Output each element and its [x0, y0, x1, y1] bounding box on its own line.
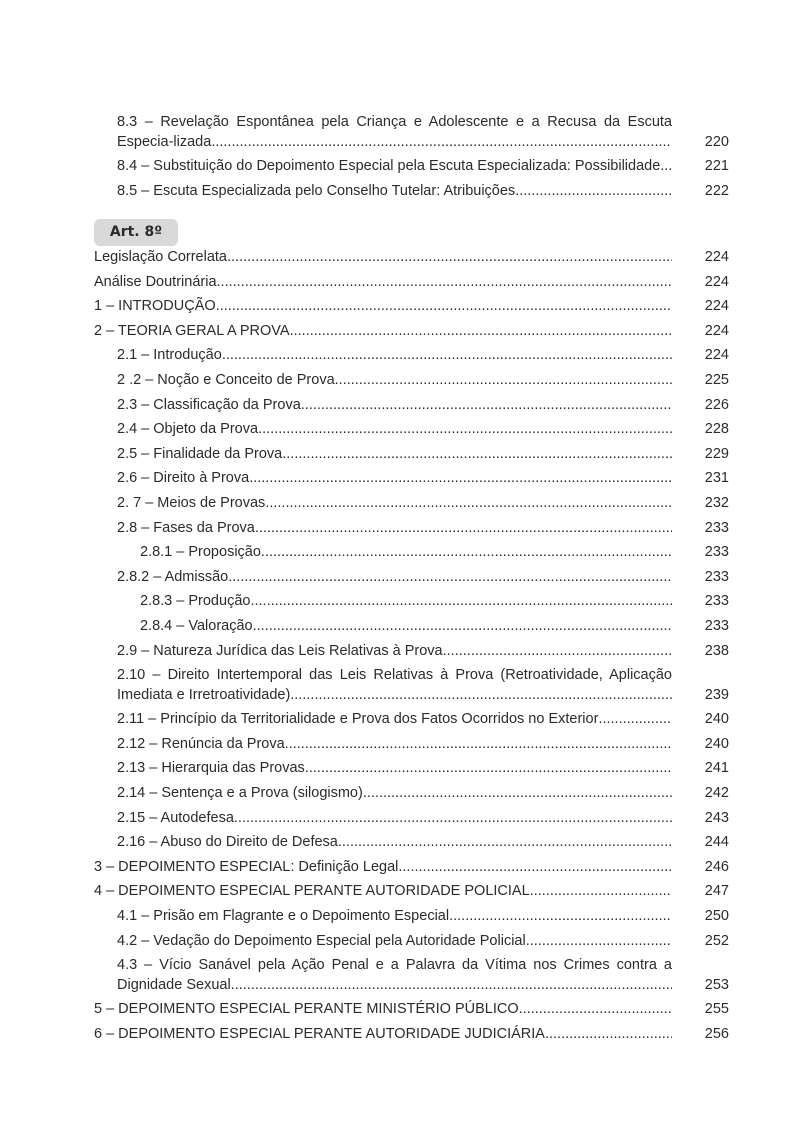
toc-entry-title: 2.1 – Introdução .....: [117, 346, 672, 366]
toc-entry-page-number: 243: [704, 809, 729, 826]
toc-entry-page-number: 233: [704, 593, 729, 610]
toc-entry[interactable]: [0, 784, 800, 804]
toc-entry-title: 8.3 – Revelação Espontânea pela Criança e Adolescente e a Recusa da Escuta Especia-lizada .....: [117, 113, 672, 152]
toc-entry-title: 4.3 – Vício Sanável pela Ação Penal e a Palavra da Vítima nos Crimes contra a Dignidade Sexual .....: [117, 956, 672, 995]
toc-entry-page-number: 246: [704, 858, 729, 875]
toc-entry[interactable]: [0, 519, 800, 539]
toc-entry-title: 2.6 – Direito à Prova .....: [117, 469, 672, 489]
toc-entry[interactable]: [0, 568, 800, 588]
toc-entry-page-number: 226: [704, 396, 729, 413]
toc-entry-page-number: 252: [704, 932, 729, 949]
toc-entry[interactable]: [0, 833, 800, 853]
toc-entry[interactable]: [0, 642, 800, 662]
toc-entry-page-number: 229: [704, 445, 729, 462]
toc-entry-title: 2.14 – Sentença e a Prova (silogismo) .....: [117, 784, 672, 804]
toc-entry-title: 2.9 – Natureza Jurídica das Leis Relativas à Prova .....: [117, 642, 672, 662]
toc-entry[interactable]: [0, 1000, 800, 1020]
toc-entry[interactable]: [0, 592, 800, 612]
toc-entry[interactable]: [0, 735, 800, 755]
toc-entry-page-number: 233: [704, 519, 729, 536]
toc-entry-page-number: 224: [704, 273, 729, 290]
toc-entry[interactable]: [0, 248, 800, 268]
toc-entry-page-number: 233: [704, 617, 729, 634]
toc-entry[interactable]: [0, 297, 800, 317]
toc-entry-title: 2.8.2 – Admissão .....: [117, 568, 672, 588]
toc-entry-title: 2.8.3 – Produção .....: [140, 592, 672, 612]
toc-entry[interactable]: [0, 1025, 800, 1045]
toc-entry-page-number: 240: [704, 711, 729, 728]
toc-entry[interactable]: [0, 809, 800, 829]
toc-entry-page-number: 232: [704, 494, 729, 511]
toc-entry-page-number: 244: [704, 834, 729, 851]
toc-entry[interactable]: [0, 858, 800, 878]
toc-entry-title: 6 – DEPOIMENTO ESPECIAL PERANTE AUTORIDADE JUDICIÁRIA .....: [94, 1025, 672, 1045]
toc-entry-title: 2.3 – Classificação da Prova .....: [117, 396, 672, 416]
toc-entry-page-number: 224: [704, 249, 729, 265]
toc-entry-title: 1 – INTRODUÇÃO .....: [94, 297, 672, 317]
toc-entry-title: 2 – TEORIA GERAL A PROVA .....: [94, 322, 672, 342]
toc-entry[interactable]: [0, 396, 800, 416]
toc-entry-page-number: 247: [704, 883, 729, 900]
toc-entry-title: 2.12 – Renúncia da Prova .....: [117, 735, 672, 755]
toc-entry[interactable]: [0, 469, 800, 489]
toc-entry[interactable]: [0, 956, 800, 995]
toc-list-continued: [0, 113, 800, 206]
toc-entry-title: 2.5 – Finalidade da Prova .....: [117, 445, 672, 465]
toc-entry[interactable]: [0, 666, 800, 705]
toc-entry[interactable]: [0, 494, 800, 514]
toc-entry-title: 2.8.4 – Valoração .....: [140, 617, 672, 637]
toc-entry[interactable]: [0, 617, 800, 637]
toc-entry-page-number: 224: [704, 298, 729, 315]
toc-entry-page-number: 221: [704, 158, 729, 175]
toc-entry[interactable]: [0, 420, 800, 440]
toc-entry-page-number: 228: [704, 421, 729, 438]
toc-entry-title: Análise Doutrinária .....: [94, 273, 672, 293]
toc-entry-title: 4 – DEPOIMENTO ESPECIAL PERANTE AUTORIDADE POLICIAL .....: [94, 882, 672, 902]
toc-entry-title: 2.10 – Direito Intertemporal das Leis Relativas à Prova (Retroatividade, Aplicação Imediata e Irretroatividade) .....: [117, 666, 672, 705]
toc-entry-page-number: 220: [704, 133, 729, 150]
toc-entry[interactable]: [0, 759, 800, 779]
toc-entry-title: 3 – DEPOIMENTO ESPECIAL: Definição Legal .....: [94, 858, 672, 878]
toc-entry-page-number: 224: [704, 322, 729, 339]
toc-entry-title: 4.2 – Vedação do Depoimento Especial pela Autoridade Policial .....: [117, 932, 672, 952]
toc-list-art-8: [0, 248, 800, 1050]
toc-entry-page-number: 242: [704, 785, 729, 802]
toc-entry-title: 2.15 – Autodefesa .....: [117, 809, 672, 829]
toc-entry[interactable]: [0, 445, 800, 465]
toc-entry[interactable]: [0, 157, 800, 177]
toc-entry-title: 4.1 – Prisão em Flagrante e o Depoimento Especial .....: [117, 907, 672, 927]
toc-entry-title: 2.8 – Fases da Prova .....: [117, 519, 672, 539]
toc-entry-page-number: 256: [704, 1026, 729, 1042]
toc-entry[interactable]: [0, 543, 800, 563]
toc-entry-page-number: 233: [704, 544, 729, 561]
toc-entry[interactable]: [0, 710, 800, 730]
toc-entry-title: 5 – DEPOIMENTO ESPECIAL PERANTE MINISTÉRIO PÚBLICO .....: [94, 1000, 672, 1020]
toc-entry-page-number: 240: [704, 735, 729, 752]
toc-entry-title: 2.8.1 – Proposição .....: [140, 543, 672, 563]
toc-entry-page-number: 250: [704, 908, 729, 925]
toc-entry-title: Legislação Correlata .....: [94, 248, 672, 268]
section-badge: Art. 8º: [94, 219, 178, 246]
toc-entry-title: 2.11 – Princípio da Territorialidade e Prova dos Fatos Ocorridos no Exterior .....: [117, 710, 672, 730]
toc-entry-title: 8.4 – Substituição do Depoimento Especial pela Escuta Especializada: Possibilidade .....: [117, 157, 672, 177]
toc-entry-title: 2.13 – Hierarquia das Provas .....: [117, 759, 672, 779]
toc-entry-page-number: 241: [704, 760, 729, 777]
toc-entry-page-number: 224: [704, 347, 729, 364]
toc-entry-page-number: 233: [704, 568, 729, 585]
toc-entry-page-number: 231: [704, 470, 729, 487]
toc-entry[interactable]: [0, 273, 800, 293]
toc-entry[interactable]: [0, 182, 800, 202]
toc-entry-title: 2 .2 – Noção e Conceito de Prova .....: [117, 371, 672, 391]
toc-entry[interactable]: [0, 113, 800, 152]
toc-entry[interactable]: [0, 346, 800, 366]
toc-entry-title: 2.16 – Abuso do Direito de Defesa .....: [117, 833, 672, 853]
toc-entry-page-number: 253: [704, 976, 729, 993]
toc-entry-page-number: 225: [704, 371, 729, 388]
toc-entry-title: 2. 7 – Meios de Provas .....: [117, 494, 672, 514]
toc-entry[interactable]: [0, 371, 800, 391]
toc-entry-page-number: 222: [704, 182, 729, 199]
toc-entry-page-number: 255: [704, 1001, 729, 1018]
toc-entry[interactable]: [0, 932, 800, 952]
toc-entry[interactable]: [0, 882, 800, 902]
toc-entry[interactable]: [0, 322, 800, 342]
toc-entry-page-number: 238: [704, 642, 729, 659]
toc-entry-title: 8.5 – Escuta Especializada pelo Conselho Tutelar: Atribuições .....: [117, 182, 672, 202]
toc-entry-page-number: 239: [704, 686, 729, 703]
toc-entry[interactable]: [0, 907, 800, 927]
toc-entry-title: 2.4 – Objeto da Prova .....: [117, 420, 672, 440]
